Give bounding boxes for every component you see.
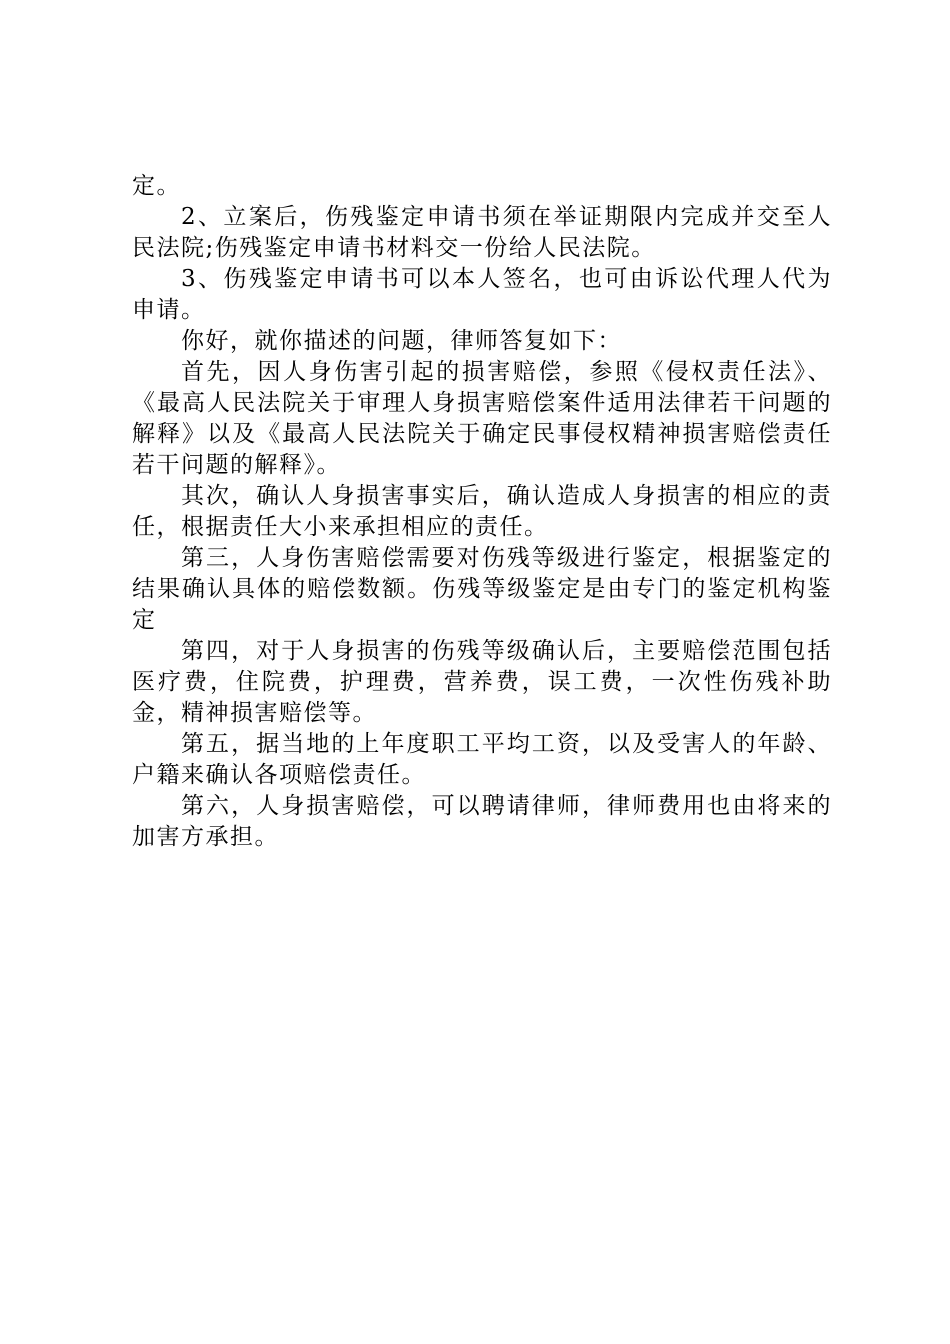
paragraph-3: 3、伤残鉴定申请书可以本人签名，也可由诉讼代理人代为申请。 (132, 266, 832, 323)
document-body (132, 171, 832, 853)
paragraph-9: 第五，据当地的上年度职工平均工资，以及受害人的年龄、户籍来确认各项赔偿责任。 (132, 731, 832, 788)
paragraph-4: 你好，就你描述的问题，律师答复如下： (181, 328, 622, 354)
paragraph-6: 其次，确认人身损害事实后，确认造成人身损害的相应的责任，根据责任大小来承担相应的责任。 (132, 483, 832, 540)
paragraph-7: 第三，人身伤害赔偿需要对伤残等级进行鉴定，根据鉴定的结果确认具体的赔偿数额。伤残等级鉴定是由专门的鉴定机构鉴定 (132, 545, 832, 633)
paragraph-10: 第六，人身损害赔偿，可以聘请律师，律师费用也由将来的加害方承担。 (132, 793, 832, 850)
paragraph-5: 首先，因人身伤害引起的损害赔偿，参照《侵权责任法》、《最高人民法院关于审理人身损害赔偿案件适用法律若干问题的解释》以及《最高人民法院关于确定民事侵权精神损害赔偿责任若干问题的解释》。 (132, 359, 832, 478)
paragraph-1: 定。 (132, 173, 181, 199)
paragraph-8: 第四，对于人身损害的伤残等级确认后，主要赔偿范围包括医疗费，住院费，护理费，营养费，误工费，一次性伤残补助金，精神损害赔偿等。 (132, 638, 832, 726)
paragraph-2: 2、立案后，伤残鉴定申请书须在举证期限内完成并交至人民法院;伤残鉴定申请书材料交一份给人民法院。 (132, 204, 832, 261)
